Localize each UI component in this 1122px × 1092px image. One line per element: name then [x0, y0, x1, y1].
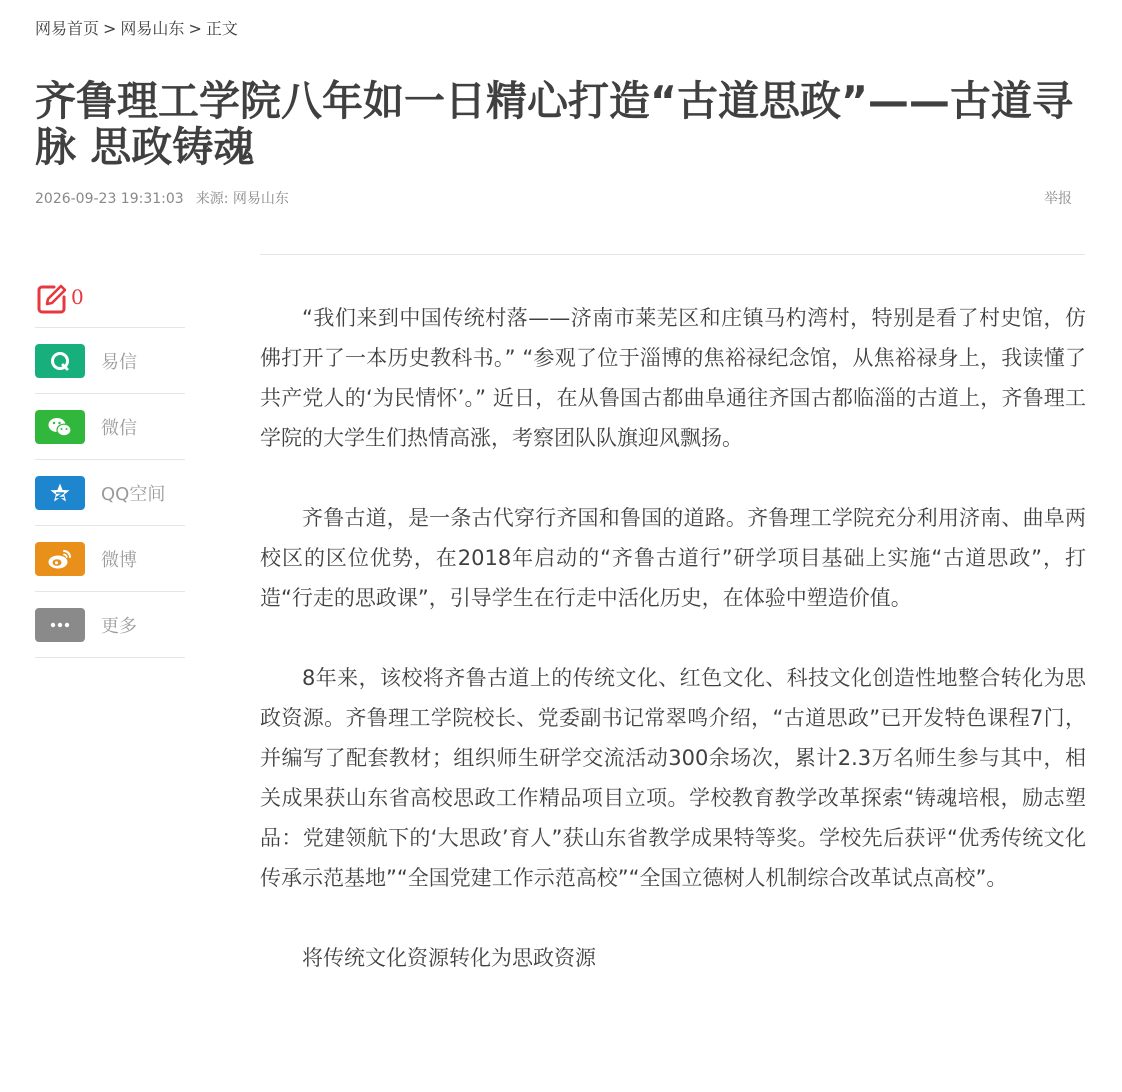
breadcrumb-home-link[interactable]: 网易首页 [35, 19, 100, 38]
breadcrumb-separator: > [103, 19, 117, 38]
share-weibo-label: 微博 [101, 549, 137, 571]
share-qzone-button[interactable] [35, 460, 185, 526]
content-divider [260, 254, 1085, 255]
edit-comment-icon [35, 282, 69, 316]
share-sidebar [35, 270, 185, 658]
share-yixin-button[interactable] [35, 328, 185, 394]
share-more-button[interactable] [35, 592, 185, 658]
breadcrumb-separator: > [188, 19, 202, 38]
more-icon [35, 608, 85, 642]
article-paragraph: “我们来到中国传统村落——济南市莱芜区和庄镇马杓湾村，特别是看了村史馆，仿佛打开了一本历史教科书。” “参观了位于淄博的焦裕禄纪念馆，从焦裕禄身上，我读懂了共产党人的‘为民情怀’。” 近日，在从鲁国古都曲阜通往齐国古都临淄的古道上，齐鲁理工学院的大学生们热情高涨，考察团队队旗迎风飘扬。 [260, 306, 1086, 450]
share-weibo-button[interactable] [35, 526, 185, 592]
article-source: 来源: 网易山东 [195, 191, 289, 207]
share-qzone-label: QQ空间 [101, 483, 166, 505]
comment-button[interactable] [35, 270, 185, 328]
wechat-icon [35, 410, 85, 444]
weibo-icon [35, 542, 85, 576]
share-wechat-label: 微信 [101, 417, 137, 439]
article-meta [35, 188, 289, 208]
report-link[interactable]: 举报 [1044, 191, 1072, 207]
breadcrumb-current: 正文 [205, 19, 238, 38]
share-yixin-label: 易信 [101, 351, 137, 373]
article-body [260, 298, 1086, 978]
article-subheading: 将传统文化资源转化为思政资源 [302, 946, 596, 970]
yixin-icon [35, 344, 85, 378]
article-paragraph: 8年来，该校将齐鲁古道上的传统文化、红色文化、科技文化创造性地整合转化为思政资源。齐鲁理工学院校长、党委副书记常翠鸣介绍，“古道思政”已开发特色课程7门，并编写了配套教材；组织师生研学交流活动300余场次，累计2.3万名师生参与其中，相关成果获山东省高校思政工作精品项目立项。学校教育教学改革探索“铸魂培根，励志塑品：党建领航下的‘大思政’育人”获山东省教学成果特等奖。学校先后获评“优秀传统文化传承示范基地”“全国党建工作示范高校”“全国立德树人机制综合改革试点高校”。 [260, 666, 1086, 890]
breadcrumb [35, 16, 238, 39]
share-more-label: 更多 [101, 615, 137, 637]
qzone-icon [35, 476, 85, 510]
article-title: 齐鲁理工学院八年如一日精心打造“古道思政”——古道寻脉 思政铸魂 [35, 77, 1073, 171]
breadcrumb-shandong-link[interactable]: 网易山东 [120, 19, 185, 38]
article-paragraph: 齐鲁古道，是一条古代穿行齐国和鲁国的道路。齐鲁理工学院充分利用济南、曲阜两校区的区位优势，在2018年启动的“齐鲁古道行”研学项目基础上实施“古道思政”，打造“行走的思政课”，引导学生在行走中活化历史，在体验中塑造价值。 [260, 506, 1086, 610]
publish-datetime: 2026-09-23 19:31:03 [35, 191, 184, 207]
share-wechat-button[interactable] [35, 394, 185, 460]
comment-count: 0 [71, 284, 84, 309]
